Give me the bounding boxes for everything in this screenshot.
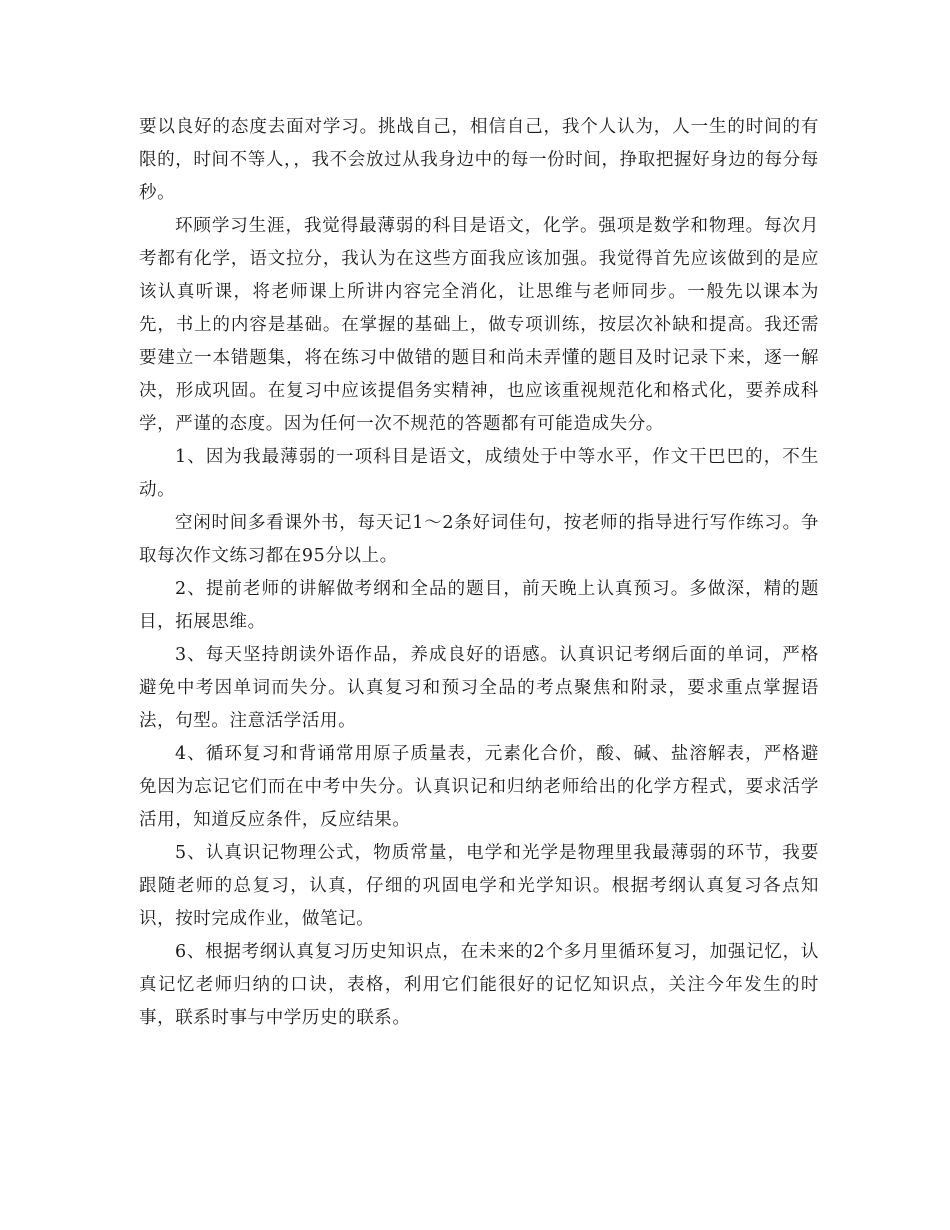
paragraph-item-2: 2、提前老师的讲解做考纲和全品的题目，前天晚上认真预习。多做深，精的题目，拓展思维。	[139, 579, 819, 632]
paragraph-intro: 要以良好的态度去面对学习。挑战自己，相信自己，我个人认为，人一生的时间的有限的，时间不等人，，我不会放过从我身边中的每一份时间，挣取把握好身边的每分每秒。	[139, 117, 819, 203]
paragraph-item-5: 5、认真识记物理公式，物质常量，电学和光学是物理里我最薄弱的环节，我要跟随老师的总复习，认真，仔细的巩固电学和光学知识。根据考纲认真复习各点知识，按时完成作业，做笔记。	[139, 843, 819, 929]
paragraph-item-1-plan: 空闲时间多看课外书，每天记1～2条好词佳句，按老师的指导进行写作练习。争取每次作文练习都在95分以上。	[139, 513, 819, 566]
paragraph-item-4: 4、循环复习和背诵常用原子质量表，元素化合价，酸、碱、盐溶解表，严格避免因为忘记它们而在中考中失分。认真识记和归纳老师给出的化学方程式，要求活学活用，知道反应条件，反应结果。	[139, 744, 819, 830]
paragraph-item-6: 6、根据考纲认真复习历史知识点，在未来的2个多月里循环复习，加强记忆，认真记忆老师归纳的口诀，表格，利用它们能很好的记忆知识点，关注今年发生的时事，联系时事与中学历史的联系。	[139, 942, 819, 1028]
paragraph-review: 环顾学习生涯，我觉得最薄弱的科目是语文，化学。强项是数学和物理。每次月考都有化学，语文拉分，我认为在这些方面我应该加强。我觉得首先应该做到的是应该认真听课，将老师课上所讲内容完全消化，让思维与老师同步。一般先以课本为先，书上的内容是基础。在掌握的基础上，做专项训练，按层次补缺和提高。我还需要建立一本错题集，将在练习中做错的题目和尚未弄懂的题目及时记录下来，逐一解决，形成巩固。在复习中应该提倡务实精神，也应该重视规范化和格式化，要养成科学，严谨的态度。因为任何一次不规范的答题都有可能造成失分。	[139, 216, 819, 434]
document-body	[139, 111, 819, 1035]
paragraph-item-3: 3、每天坚持朗读外语作品，养成良好的语感。认真识记考纲后面的单词，严格避免中考因单词而失分。认真复习和预习全品的考点聚焦和附录，要求重点掌握语法，句型。注意活学活用。	[139, 645, 819, 731]
paragraph-item-1: 1、因为我最薄弱的一项科目是语文，成绩处于中等水平，作文干巴巴的，不生动。	[139, 447, 819, 500]
